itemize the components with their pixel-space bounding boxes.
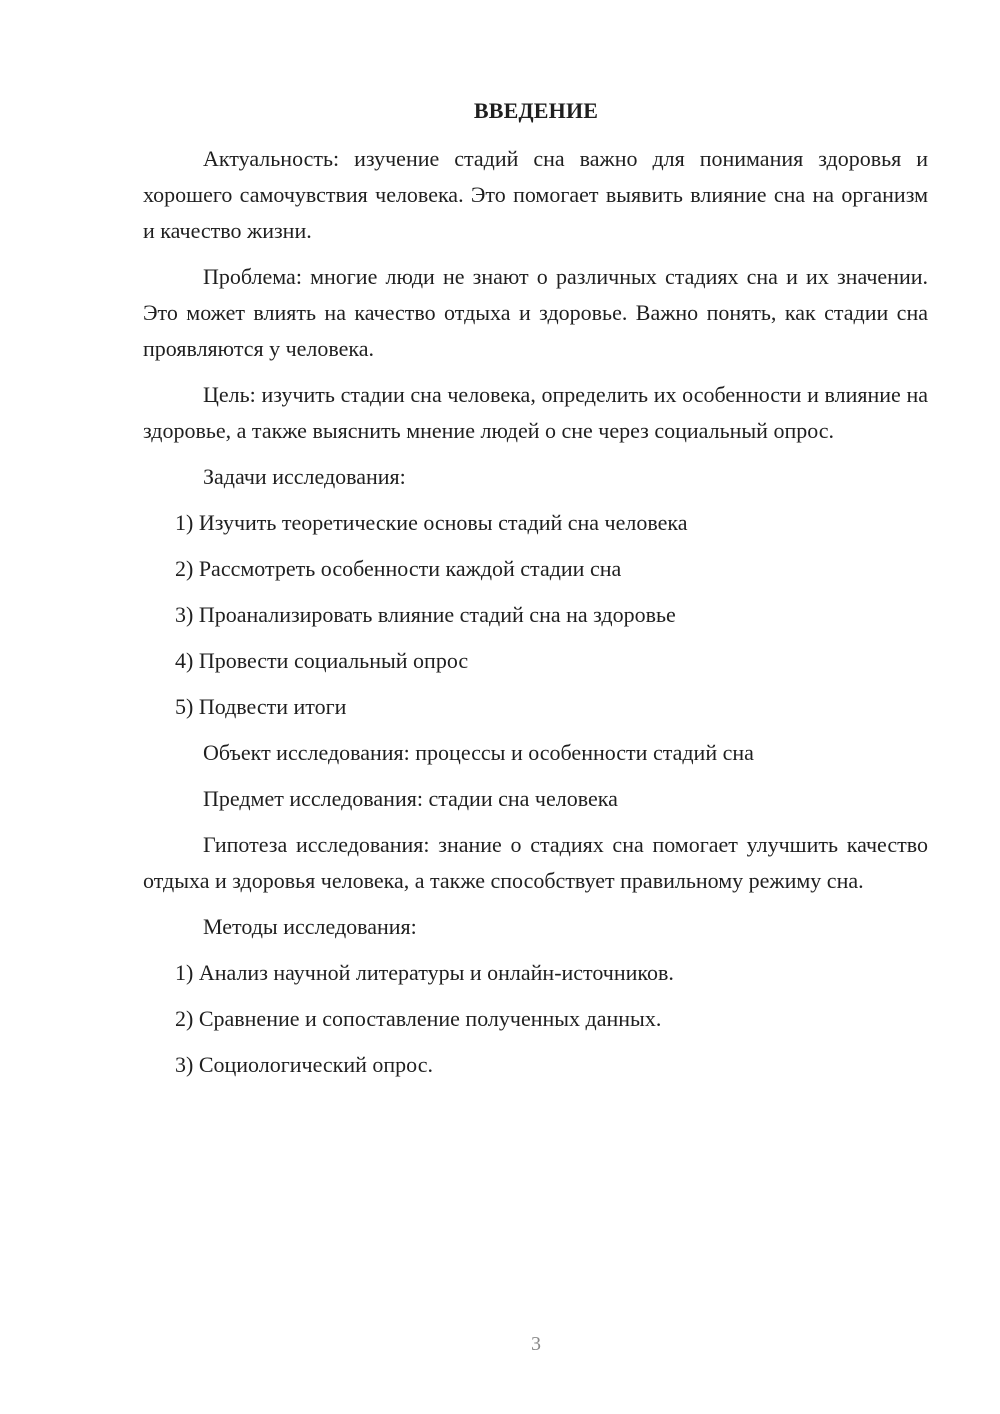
method-item: 3) Социологический опрос. (175, 1052, 433, 1077)
goal-paragraph: Цель: изучить стадии сна человека, определить их особенности и влияние на здоровье, а также выяснить мнение людей о сне через социальный опрос. (143, 382, 928, 443)
task-item: 4) Провести социальный опрос (175, 648, 469, 673)
task-item: 2) Рассмотреть особенности каждой стадии сна (175, 556, 622, 581)
research-subject: Предмет исследования: стадии сна человека (203, 786, 618, 811)
problem-paragraph: Проблема: многие люди не знают о различных стадиях сна и их значении. Это может влиять на качество отдыха и здоровье. Важно понять, как стадии сна проявляются у человека. (143, 264, 928, 361)
tasks-heading: Задачи исследования: (203, 464, 406, 489)
page-body (143, 141, 928, 1093)
hypothesis-paragraph: Гипотеза исследования: знание о стадиях сна помогает улучшить качество отдыха и здоровья человека, а также способствует правильному режиму сна. (143, 832, 928, 893)
methods-list (143, 955, 928, 1083)
methods-heading: Методы исследования: (203, 914, 417, 939)
page-number: 3 (531, 1333, 541, 1355)
method-item: 2) Сравнение и сопоставление полученных данных. (175, 1006, 662, 1031)
section-heading: ВВЕДЕНИЕ (473, 98, 599, 123)
task-item: 5) Подвести итоги (175, 694, 347, 719)
research-object: Объект исследования: процессы и особенности стадий сна (203, 740, 754, 765)
task-item: 1) Изучить теоретические основы стадий сна человека (175, 510, 688, 535)
relevance-paragraph: Актуальность: изучение стадий сна важно для понимания здоровья и хорошего самочувствия человека. Это помогает выявить влияние сна на организм и качество жизни. (143, 146, 928, 243)
task-item: 3) Проанализировать влияние стадий сна на здоровье (175, 602, 676, 627)
tasks-list (143, 505, 928, 725)
method-item: 1) Анализ научной литературы и онлайн-источников. (175, 960, 674, 985)
